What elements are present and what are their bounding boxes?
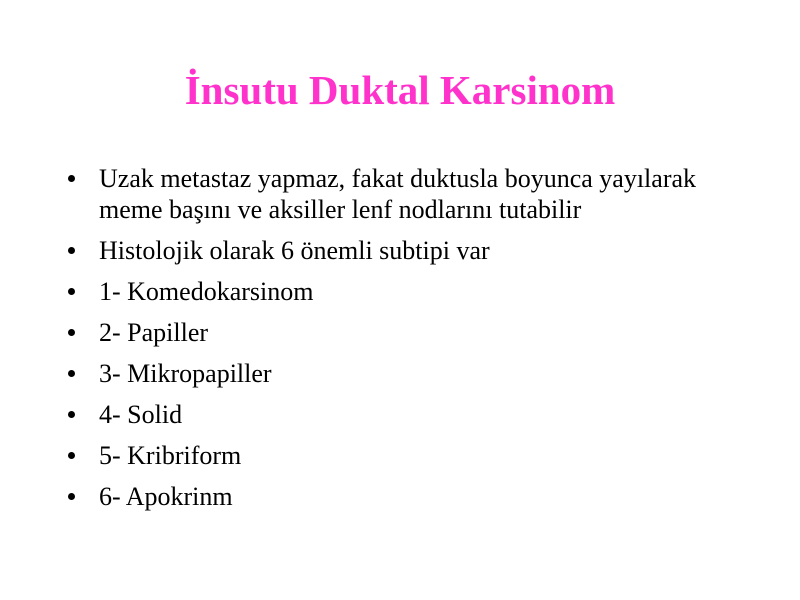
bullet-icon [68, 329, 75, 336]
bullet-text: 1- Komedokarsinom [99, 277, 314, 306]
bullet-icon [68, 411, 75, 418]
bullet-text: 6- Apokrinm [99, 482, 233, 511]
bullet-text: 5- Kribriform [99, 441, 242, 470]
bullet-icon [68, 370, 75, 377]
slide-title: İnsutu Duktal Karsinom [184, 67, 616, 113]
bullet-text: Histolojik olarak 6 önemli subtipi var [99, 236, 490, 265]
bullet-item [68, 358, 718, 389]
bullet-text: 2- Papiller [99, 318, 209, 347]
bullet-item [68, 481, 718, 512]
bullet-item [68, 440, 718, 471]
bullet-item [68, 163, 718, 225]
bullet-item [68, 276, 718, 307]
bullet-icon [68, 288, 75, 295]
bullet-icon [68, 247, 75, 254]
bullet-text: 4- Solid [99, 400, 183, 429]
bullet-text: 3- Mikropapiller [99, 359, 272, 388]
bullet-item [68, 399, 718, 430]
bullet-icon [68, 175, 75, 182]
bullet-icon [68, 452, 75, 459]
bullet-text: Uzak metastaz yapmaz, fakat duktusla boyunca yayılarak meme başını ve aksiller lenf nodlarını tutabilir [99, 164, 697, 224]
bullet-list [68, 163, 718, 522]
bullet-item [68, 317, 718, 348]
bullet-item [68, 235, 718, 266]
bullet-icon [68, 493, 75, 500]
